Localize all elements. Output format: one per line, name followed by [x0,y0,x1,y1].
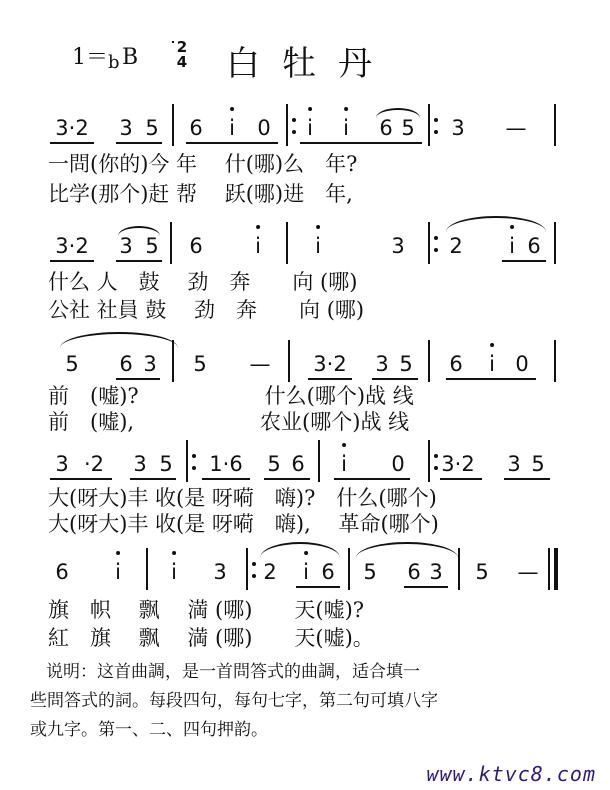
note: 3 [133,452,147,476]
note: i [303,560,309,584]
note: i [171,560,177,584]
page-title: 白牡丹 [226,44,394,84]
lyric-4b: 大(呀大)丰 收(是 呀嗬 嗨), 革命(哪个) [48,512,439,536]
note: 6 [119,352,133,376]
note: 2 [263,560,277,584]
note: 3 [143,352,157,376]
flat-sign: b [108,52,120,73]
note: 3·2 [313,352,347,376]
note: 6 [449,352,463,376]
lyric-3a: 前 (嘘)? 什么(哪个)战 线 [48,384,414,408]
lyric-1b: 比学(那个)赶 帮 跃(哪)进 年, [48,182,353,206]
note: 6 [55,560,69,584]
lyric-2a: 什么 人 鼓 劲 奔 向 (哪) [48,270,358,294]
note: i [115,560,121,584]
lyric-5b: 紅 旗 飘 満 (哪) 天(嘘)。 [48,626,374,650]
note: 5 [65,352,79,376]
note: 3 [391,234,405,258]
explanation [30,658,566,745]
music-line-2 [0,222,610,272]
note: 5 [145,116,159,140]
note: 6 [189,234,203,258]
note: 5 [267,452,281,476]
note: 6 [407,560,421,584]
note: ·2 [83,452,105,476]
note: — [505,116,527,140]
note: i [307,116,313,140]
key-signature [72,40,138,71]
note: 3 [451,116,465,140]
note: 3·2 [441,452,475,476]
explanation-line: 或九字。第一、二、四句押韵。 [30,720,268,740]
note: — [249,352,271,376]
note: 3 [55,452,69,476]
note: i [509,234,515,258]
note: — [517,560,539,584]
note: 3 [119,234,133,258]
note: 3·2 [55,116,89,140]
note: 5 [363,560,377,584]
note: 0 [257,116,271,140]
note: i [229,116,235,140]
note: 5 [475,560,489,584]
note: 3 [429,560,443,584]
note: 3 [119,116,133,140]
lyric-1a: 一問(你的)今 年 什(哪)么 年? [48,152,358,176]
note: i [255,234,261,258]
note: 5 [531,452,545,476]
explanation-line: 说明：这首曲調，是一首問答式的曲調，适合填一 [46,662,420,682]
note: i [341,452,347,476]
music-line-5 [0,548,610,598]
note: 5 [401,116,415,140]
note: 2 [449,234,463,258]
explanation-line: 些問答式的詞。每段四句，每句七字，第二句可填八字 [30,691,438,711]
time-signature [172,40,192,70]
note: 5 [193,352,207,376]
lyric-2b: 公社 社員 鼓 劲 奔 向 (哪) [48,298,365,322]
note: 5 [159,452,173,476]
note: i [315,234,321,258]
key-note: B [122,45,139,70]
note: 3 [213,560,227,584]
note: i [489,352,495,376]
note: 0 [391,452,405,476]
lyric-3b: 前 (嘘), 农业(哪个)战 线 [48,410,410,434]
lyric-4a: 大(呀大)丰 收(是 呀嗬 嗨)? 什么(哪个) [48,486,437,510]
key-one: 1＝ [72,45,108,70]
music-line-1 [0,104,610,154]
note: 6 [321,560,335,584]
time-bottom: 4 [176,53,188,71]
note: 6 [379,116,393,140]
note: 5 [145,234,159,258]
note: 0 [515,352,529,376]
note: 6 [291,452,305,476]
note: i [343,116,349,140]
lyric-5a: 旗 帜 飘 満 (哪) 天(嘘)? [48,598,365,622]
watermark: www.ktvc8.com [426,762,596,786]
note: 3·2 [55,234,89,258]
note: 3 [507,452,521,476]
note: 3 [375,352,389,376]
note: 5 [399,352,413,376]
time-top: 2 [176,38,188,56]
note: 6 [189,116,203,140]
note: 6 [527,234,541,258]
note: 1·6 [209,452,243,476]
